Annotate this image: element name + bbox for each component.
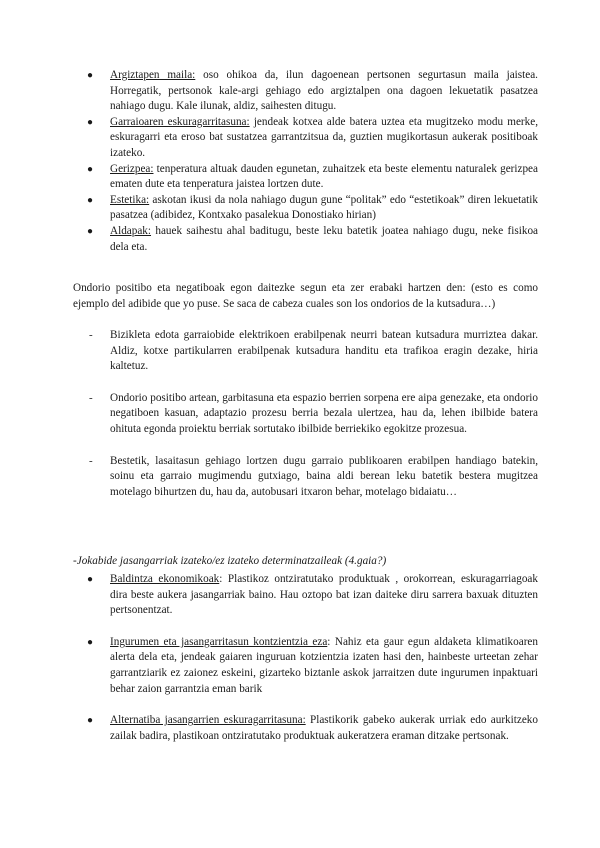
list-item (0, 193, 600, 224)
bullet-icon: ● (87, 194, 94, 206)
list-item-text: hauek saihestu ahal baditugu, beste leku batetik joatea nahiago dugu, neke fisikoa dela eta. (110, 224, 538, 253)
list-item-term: Garraioaren eskuragarritasuna: (110, 115, 250, 128)
dash-marker: - (89, 329, 93, 341)
list-item-term: Alternatiba jasangarrien eskuragarritasuna: (110, 714, 306, 727)
list-item-text: : Nahiz eta gaur egun aldaketa klimatikoaren alerta dela eta, jendeak gaiaren inguruan kotzientzia izaten hasi den, hainbeste urteetan zehar garrantziarik ez zaionez eskeini, gizarteko biztanle askok jarraitzen dute ingurumen inpaktuari behar zaion garrantzia eman barik (110, 635, 538, 695)
list-item (0, 162, 600, 193)
list-item (0, 391, 600, 438)
list-item-text: Ondorio positibo artean, garbitasuna eta espazio berrien sorpena ere aipa genezake, eta ondorio negatiboen kasuan, adaptazio prozesu berria bezala ulertzea, hau da, lehen ibilbide batera ohituta egonda proiektu berriak sortutako ibilbide berriekiko egokitze prozesua. (110, 391, 538, 435)
bullet-list-determinants (0, 572, 600, 744)
list-item-text: jendeak kotxea alde batera uztea eta mugitzeko modu merke, eskuragarri eta eroso bat sustatzea garrantzitsua da, guztien mugikortasun aukerak positiboak izateko. (110, 115, 538, 159)
bullet-icon: ● (87, 116, 94, 128)
list-item-text: tenperatura altuak dauden egunetan, zuhaitzek eta beste elementu naturalek gerizpea ematen dute eta tenperatura jaistea lortzen dute. (110, 162, 538, 191)
bullet-icon: ● (87, 636, 94, 648)
list-item-text: : Plastikoz ontziratutako produktuak , orokorrean, eskuragarriagoak dira beste aukera jasangarriak baino. Hau oztopo bat izan daiteke diru sarrera baxuak dituzten pertsonentzat. (110, 573, 538, 617)
list-item-term: Baldintza ekonomikoak (110, 573, 220, 585)
list-item-text: Bestetik, lasaitasun gehiago lortzen dugu garraio publikoaren erabilpen handiago batekin, soinu eta garraio mugimendu gutxiago, baina aldi berean leku batetik bestera mugitzea motelago bihurtzen du, hau da, autobusari itxaron behar, motelago bidaiatu… (110, 454, 538, 498)
list-item-text: Plastikorik gabeko aukerak urriak edo aurkitzeko zailak badira, plastikoan ontziratutako produktuak aukeratzera eraman ditzake pertsonak. (110, 714, 538, 742)
list-item (0, 713, 600, 744)
list-item-term: Argiztapen maila: (110, 69, 196, 81)
bullet-list-factors (0, 68, 600, 255)
section-heading: -Jokabide jasangarriak izateko/ez izateko determinatzaileak (4.gaia?) (73, 555, 387, 567)
list-item-text: askotan ikusi da nola nahiago dugun gune “politak” edo “estetikoak” diren lekuetatik pasatzea (adibidez, Kontxako pasalekua Donostiako hirian) (110, 193, 538, 222)
list-item (0, 572, 600, 619)
list-item (0, 68, 600, 115)
list-item-term: Ingurumen eta jasangarritasun kontzientzia eza (110, 635, 328, 648)
dash-marker: - (89, 454, 93, 467)
dash-list-consequences (0, 328, 600, 500)
bullet-icon: ● (87, 715, 94, 727)
intro-paragraph: Ondorio positibo eta negatiboak egon daitezke segun eta zer erabaki hartzen den: (esto es como ejemplo del adibide que yo puse. Se saca de cabeza cuales son los ondorios de la kutsadura…) (73, 282, 538, 310)
bullet-icon: ● (87, 574, 94, 585)
list-item (0, 328, 600, 375)
list-item (0, 454, 600, 501)
bullet-icon: ● (87, 163, 94, 175)
list-item-text: oso ohikoa da, ilun dagoenean pertsonen segurtasun maila jaistea. Horregatik, pertsonok kale-argi gehiago edo argiztalpen ona dagoen lekuetatik pasatzea nahiago dugu. Kale ilunak, aldiz, saihesten ditugu. (110, 69, 538, 113)
bullet-icon: ● (87, 225, 94, 237)
dash-marker: - (89, 391, 93, 404)
list-item (0, 635, 600, 697)
list-item-term: Aldapak: (110, 224, 152, 237)
bullet-icon: ● (87, 70, 94, 81)
list-item-term: Estetika: (110, 193, 150, 206)
list-item-term: Gerizpea: (110, 162, 154, 175)
list-item (0, 224, 600, 255)
list-item (0, 115, 600, 162)
list-item-text: Bizikleta edota garraiobide elektrikoen erabilpenak neurri batean kutsadura murriztea dakar. Aldiz, kotxe partikularren erabilpenak kutsadura handitu eta trafikoa eragin dezake, hiria kaltetuz. (110, 329, 538, 373)
